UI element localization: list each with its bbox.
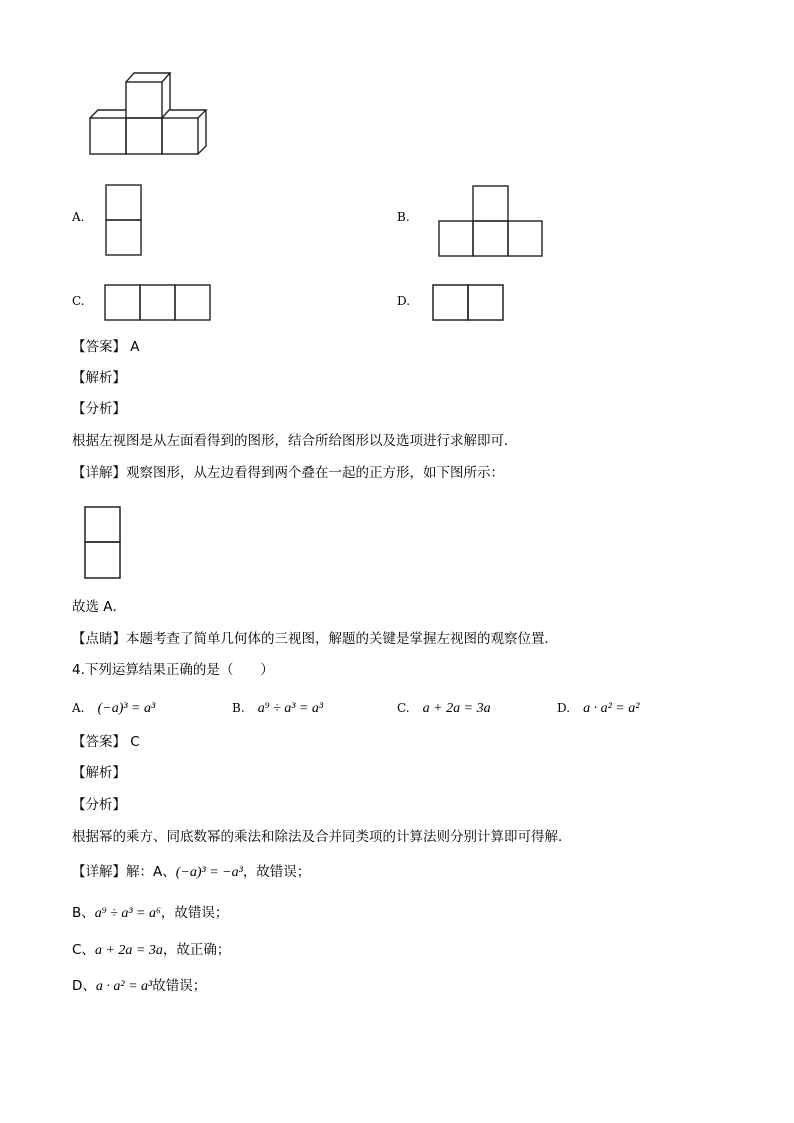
answer-value: A <box>130 339 140 355</box>
q3-dianjing-line <box>72 630 558 648</box>
q4-option-a-expr: (−a)³ = a³ <box>97 701 156 716</box>
option-a-label: A. <box>72 210 85 224</box>
q4-line-d-expr: a · a² = a³ <box>95 979 153 994</box>
cube-solid-figure <box>88 70 212 158</box>
q4-answer-line <box>72 733 140 751</box>
q3-fenxi-text: 根据左视图是从左面看得到的图形，结合所给图形以及选项进行求解即可． <box>72 433 518 449</box>
q4-line-b-lead: B、 <box>72 905 95 921</box>
q3-xiangjie-line <box>72 464 504 482</box>
q4-line-c-tail: ，故正确； <box>162 942 231 958</box>
q3-guxuan: 故选 A． <box>72 599 127 615</box>
q4-line-d <box>72 977 206 996</box>
option-d-figure <box>432 284 506 322</box>
answer-tag: 【答案】 <box>72 339 126 355</box>
q4-stem: 4.下列运算结果正确的是（ ） <box>72 662 274 678</box>
q4-option-b-expr: a⁹ ÷ a³ = a³ <box>257 701 324 716</box>
q4-line-d-tail: 故错误； <box>152 978 207 994</box>
q4-option-c-label: C. <box>397 701 410 715</box>
q4-line-c-expr: a + 2a = 3a <box>94 943 163 958</box>
option-c-figure <box>104 284 212 322</box>
q4-option-b-label: B. <box>232 701 245 715</box>
xiangjie-tag: 【详解】 <box>72 465 126 481</box>
q4-line-c <box>72 941 230 960</box>
q4-option-a <box>72 697 155 717</box>
q4-fenxi: 【分析】 <box>72 797 126 813</box>
q3-answer-line <box>72 338 140 356</box>
option-c-label: C. <box>72 294 85 308</box>
q4-line-b-tail: ，故错误； <box>160 905 229 921</box>
q4-xiangjie-tag: 【详解】 <box>72 864 126 880</box>
option-b-label: B. <box>397 210 410 224</box>
option-d-label: D. <box>397 294 411 308</box>
q4-xiangjie-line <box>72 863 310 882</box>
xiangjie-text: 观察图形，从左边看得到两个叠在一起的正方形，如下图所示： <box>126 465 504 481</box>
q4-option-d-label: D. <box>557 701 571 715</box>
dianjing-text: 本题考查了简单几何体的三视图，解题的关键是掌握左视图的观察位置． <box>126 631 558 647</box>
q4-answer-value: C <box>130 734 140 750</box>
q4-answer-tag: 【答案】 <box>72 734 126 750</box>
q4-option-c-expr: a + 2a = 3a <box>422 701 491 716</box>
q4-option-d <box>557 697 639 717</box>
q4-line-d-lead: D、 <box>72 978 96 994</box>
q4-option-a-label: A. <box>72 701 85 715</box>
option-a-figure <box>105 184 143 256</box>
solution-left-view-figure <box>84 506 122 580</box>
q4-line-c-lead: C、 <box>72 942 95 958</box>
q4-option-d-expr: a · a² = a² <box>583 701 640 716</box>
q4-option-c <box>397 697 491 717</box>
q4-jiexi: 【解析】 <box>72 765 126 781</box>
q4-fenxi-text: 根据幂的乘方、同底数幂的乘法和除法及合并同类项的计算法则分别计算即可得解． <box>72 829 572 845</box>
q4-line-b <box>72 904 228 923</box>
q4-line-a-expr: (−a)³ = −a³ <box>175 865 243 880</box>
q3-fenxi: 【分析】 <box>72 401 126 417</box>
q4-line-b-expr: a⁹ ÷ a³ = a⁶ <box>94 906 161 921</box>
q4-option-b <box>232 697 323 717</box>
q3-jiexi: 【解析】 <box>72 370 126 386</box>
option-b-figure <box>438 185 544 257</box>
dianjing-tag: 【点睛】 <box>72 631 126 647</box>
q4-line-a-tail: ，故错误； <box>242 864 311 880</box>
q4-xiangjie-lead: 解：A、 <box>126 864 176 880</box>
